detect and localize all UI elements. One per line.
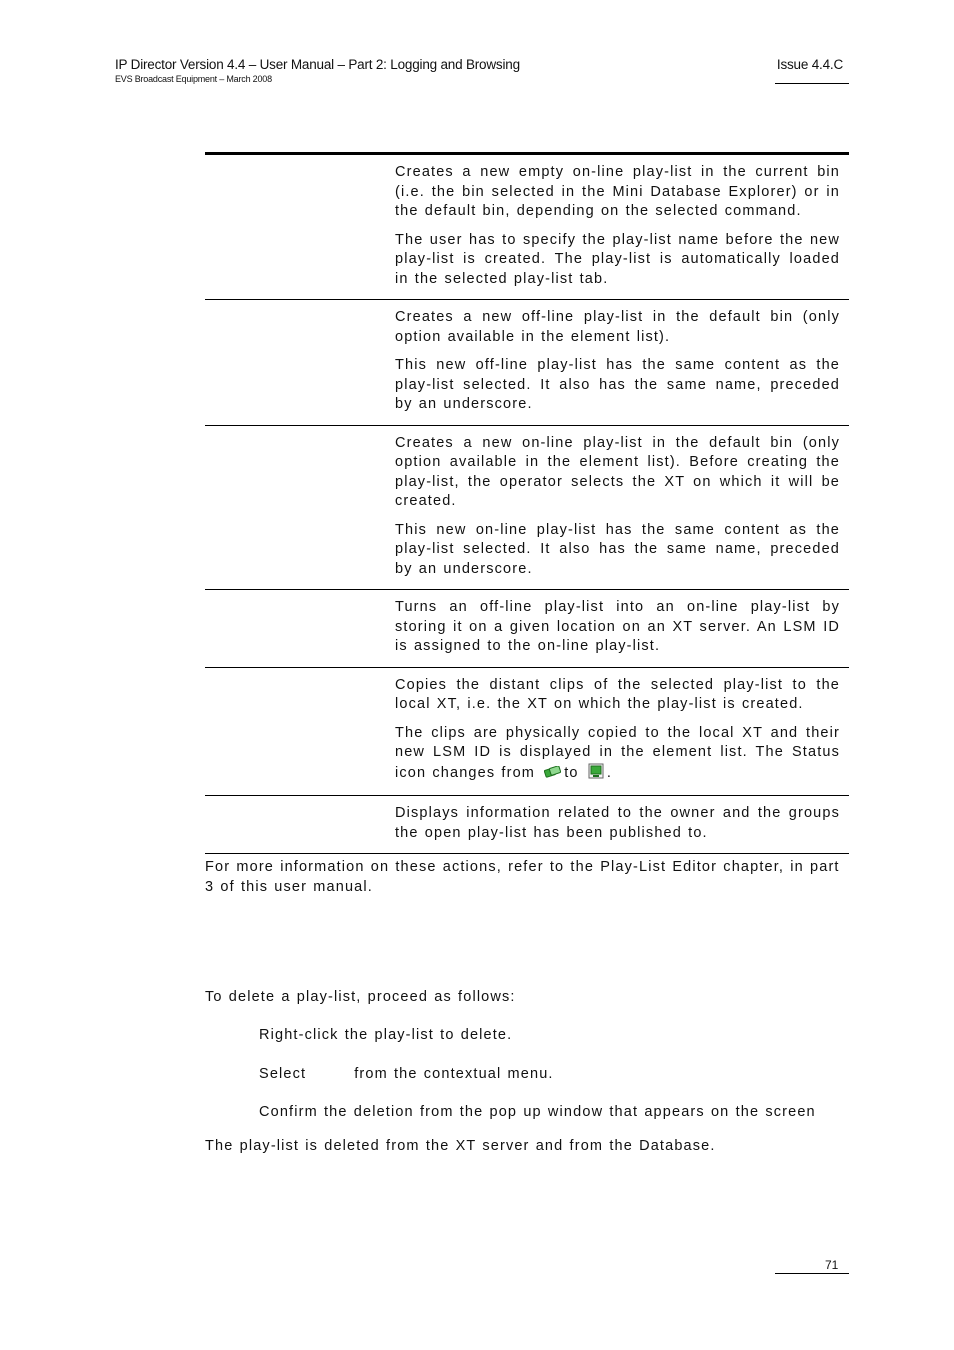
description-paragraph: The user has to specify the play-list name before the new play-list is created. The play-list is automatically loaded in the selected play-list tab. — [395, 231, 840, 287]
description-cell — [395, 804, 840, 843]
issue-label: Issue 4.4.C — [776, 57, 843, 72]
status-sentence-text: The clips are physically copied to the local XT and their new LSM ID is displayed in the element list. The Status icon changes from — [395, 724, 840, 781]
table-row — [205, 300, 849, 426]
description-cell — [395, 434, 840, 580]
description-paragraph: Creates a new off-line play-list in the default bin (only option available in the element list). — [395, 309, 840, 345]
table-row — [205, 590, 849, 668]
header-rule — [775, 83, 849, 84]
footer-rule — [775, 1273, 849, 1274]
description-cell — [395, 598, 840, 657]
description-paragraph: This new on-line play-list has the same content as the play-list selected. It also has the same name, preceded by an underscore. — [395, 521, 840, 577]
page-number: 71 — [825, 1258, 839, 1272]
document-subtitle: EVS Broadcast Equipment – March 2008 — [115, 74, 272, 84]
description-paragraph: This new off-line play-list has the same content as the play-list selected. It also has the same name, preceded by an underscore. — [395, 357, 840, 412]
description-paragraph: Creates a new empty on-line play-list in the current bin (i.e. the bin selected in the Mini Database Explorer) or in the default bin, depending on the selected command. — [395, 164, 840, 219]
description-cell — [395, 308, 840, 415]
delete-result: The play-list is deleted from the XT server and from the Database. — [205, 1138, 716, 1154]
table-row — [205, 796, 849, 854]
table-row — [205, 426, 849, 591]
description-paragraph: Turns an off-line play-list into an on-line play-list by storing it on a given location on an XT server. An LSM ID is assigned to the on-line play-list. — [395, 599, 840, 654]
description-cell — [395, 676, 840, 786]
description-paragraph: Creates a new on-line play-list in the default bin (only option available in the element list). Before creating the play-list, the operator selects the XT on which it will be created. — [395, 434, 840, 509]
table-row — [205, 155, 849, 300]
status-sentence-text: to — [564, 764, 579, 781]
status-sentence-text: . — [606, 764, 612, 781]
delete-step-1: Right-click the play-list to delete. — [259, 1027, 513, 1043]
delete-step-3: Confirm the deletion from the pop up window that appears on the screen — [259, 1104, 816, 1120]
document-title: IP Director Version 4.4 – User Manual – Part 2: Logging and Browsing — [115, 57, 520, 72]
delete-intro: To delete a play-list, proceed as follows: — [205, 989, 516, 1005]
description-cell — [395, 163, 840, 289]
local-clip-status-icon — [588, 763, 604, 786]
actions-table — [205, 152, 849, 854]
description-paragraph: Copies the distant clips of the selected play-list to the local XT, i.e. the XT on which the play-list is created. — [395, 676, 840, 712]
step-2-menu-text: from the contextual menu. — [354, 1066, 554, 1082]
distant-clip-status-icon — [544, 766, 561, 786]
step-2-select-text: Select — [259, 1066, 307, 1082]
description-paragraph — [395, 724, 840, 786]
delete-step-2 — [259, 1065, 554, 1085]
description-paragraph: Displays information related to the owner and the groups the open play-list has been published to. — [395, 805, 840, 841]
table-row — [205, 668, 849, 797]
reference-note: For more information on these actions, refer to the Play-List Editor chapter, in part 3 of this user manual. — [205, 859, 840, 895]
